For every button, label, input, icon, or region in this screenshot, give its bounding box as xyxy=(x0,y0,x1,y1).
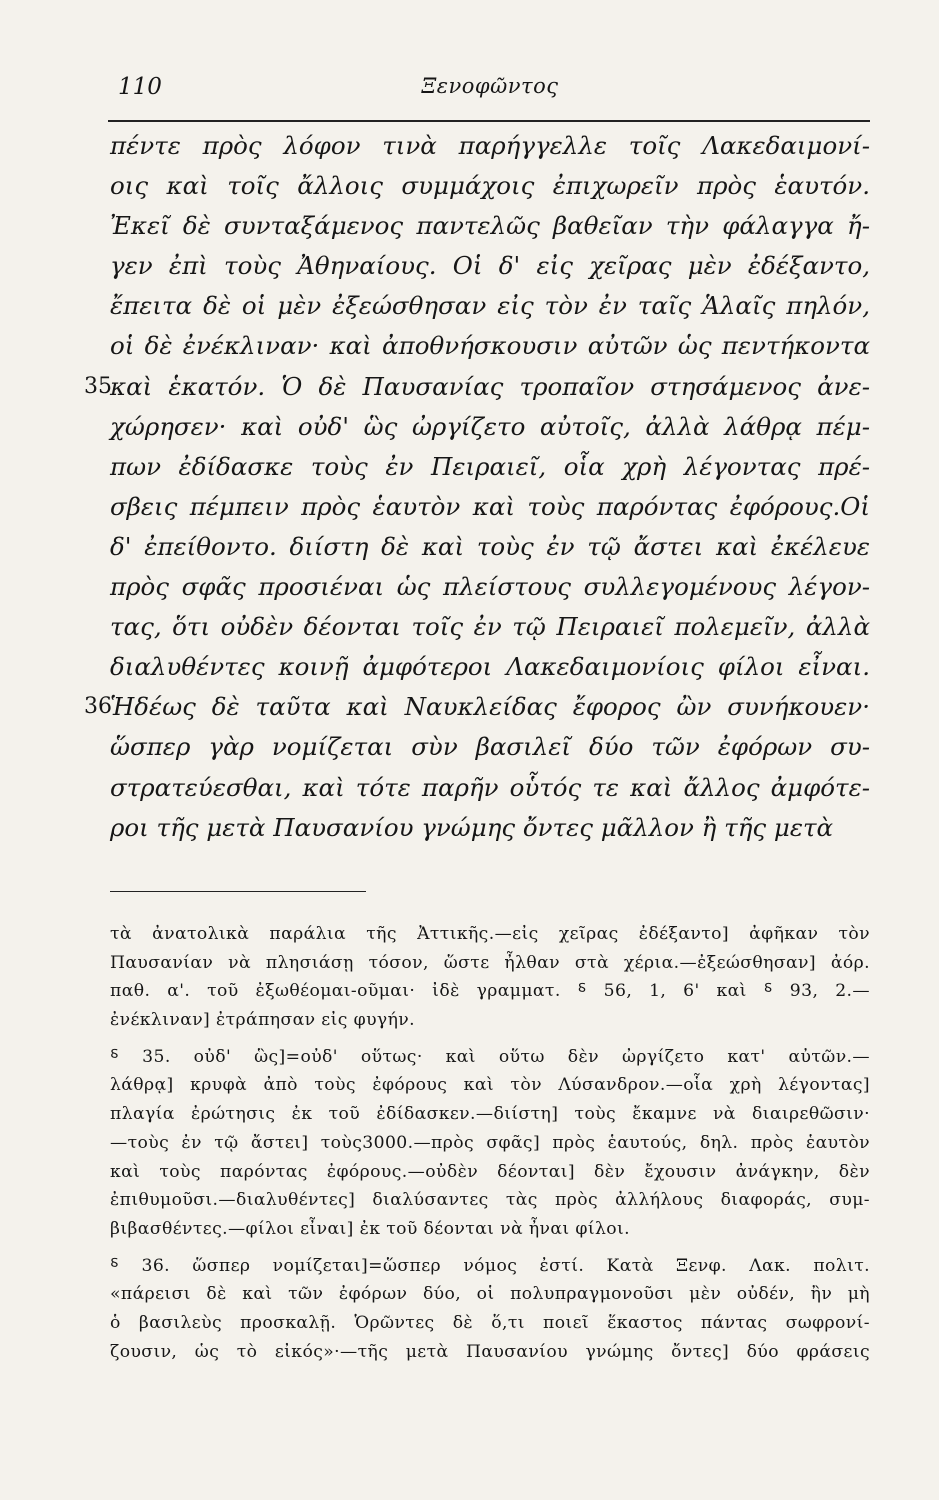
text-line: καὶ ἑκατόν. Ὁ δὲ Παυσανίας τροπαῖον στησάμενος ἀνε- xyxy=(110,371,870,401)
note-line: τὰ ἀνατολικὰ παράλια τῆς Ἀττικῆς.—εἰς χεῖρας ἐδέξαντο] ἀφῆκαν τὸν xyxy=(110,924,870,944)
text-line: ὥσπερ γὰρ νομίζεται σὺν βασιλεῖ δύο τῶν ἐφόρων συ- xyxy=(110,732,870,762)
note-line: ἐπιθυμοῦσι.—διαλυθέντες] διαλύσαντες τὰς πρὸς ἀλλήλους διαφοράς, συμ- xyxy=(110,1190,870,1211)
note-line: —τοὺς ἐν τῷ ἄστει] τοὺς3000.—πρὸς σφᾶς] πρὸς ἑαυτούς, δηλ. πρὸς ἑαυτὸν xyxy=(110,1132,870,1153)
text-line: γεν ἐπὶ τοὺς Ἀθηναίους. Οἱ δ' εἰς χεῖρας μὲν ἐδέξαντο, xyxy=(110,251,870,281)
note-line: παθ. α'. τοῦ ἐξωθέομαι-οῦμαι· ἰδὲ γραμματ. ⸹ 56, 1, 6' καὶ ⸹ 93, 2.— xyxy=(110,981,870,1002)
text-line: τας, ὅτι οὐδὲν δέονται τοῖς ἐν τῷ Πειραιεῖ πολεμεῖν, ἀλλὰ xyxy=(110,612,870,642)
text-line: Ἐκεῖ δὲ συνταξάμενος παντελῶς βαθεῖαν τὴν φάλαγγα ἤ- xyxy=(110,211,870,241)
page-number: 110 xyxy=(118,74,162,100)
note-gap xyxy=(110,1244,870,1252)
note-line: «πάρεισι δὲ καὶ τῶν ἐφόρων δύο, οἱ πολυπραγμονοῦσι μὲν οὐδέν, ἢν μὴ xyxy=(110,1284,870,1305)
note-line: Παυσανίαν νὰ πλησιάσῃ τόσον, ὥστε ἦλθαν στὰ χέρια.—ἐξεώσθησαν] ἀόρ. xyxy=(110,952,870,973)
note-line: ⸹ 35. οὐδ' ὣς]=οὐδ' οὕτως· καὶ οὕτω δὲν ὠργίζετο κατ' αὐτῶν.— xyxy=(110,1046,870,1067)
running-head: Ξενοφῶντος xyxy=(421,74,559,98)
text-line: χώρησεν· καὶ οὐδ' ὣς ὠργίζετο αὐτοῖς, ἀλλὰ λάθρᾳ πέμ- xyxy=(110,411,870,441)
numbered-line-36 xyxy=(84,687,870,727)
line-number-35: 35 xyxy=(84,373,112,399)
note-line: πλαγία ἐρώτησις ἐκ τοῦ ἐδίδασκεν.—διίστη] τοὺς ἔκαμνε νὰ διαιρεθῶσιν· xyxy=(110,1104,870,1125)
line-number-36: 36 xyxy=(84,694,112,720)
note-gap xyxy=(110,1035,870,1043)
text-line: πων ἐδίδασκε τοὺς ἐν Πειραιεῖ, οἷα χρὴ λέγοντας πρέ- xyxy=(110,451,870,481)
note-line: βιβασθέντες.—φίλοι εἶναι] ἐκ τοῦ δέονται νὰ ἦναι φίλοι. xyxy=(110,1218,631,1239)
text-line: πέντε πρὸς λόφον τινὰ παρήγγελλε τοῖς Λακεδαιμονί- xyxy=(110,131,870,160)
text-line: Ἡδέως δὲ ταῦτα καὶ Ναυκλείδας ἔφορος ὢν συνήκουεν· xyxy=(110,692,870,722)
note-line: ζουσιν, ὡς τὸ εἰκός»·—τῆς μετὰ Παυσανίου γνώμης ὄντες] δύο φράσεις xyxy=(110,1341,870,1362)
main-text xyxy=(84,126,870,848)
page-header xyxy=(110,74,870,108)
header-rule xyxy=(108,120,870,122)
text-line: ροι τῆς μετὰ Παυσανίου γνώμης ὄντες μᾶλλον ἢ τῆς μετὰ xyxy=(110,812,834,842)
text-line: οἱ δὲ ἐνέκλιναν· καὶ ἀποθνήσκουσιν αὐτῶν ὡς πεντήκοντα xyxy=(110,331,870,361)
text-line: πρὸς σφᾶς προσιέναι ὡς πλείστους συλλεγομένους λέγον- xyxy=(110,572,870,602)
footnote-rule xyxy=(110,891,366,892)
text-line: στρατεύεσθαι, καὶ τότε παρῆν οὗτός τε καὶ ἄλλος ἀμφότε- xyxy=(110,772,870,802)
note-line: ὁ βασιλεὺς προσκαλῇ. Ὁρῶντες δὲ ὅ,τι ποιεῖ ἕκαστος πάντας σωφρονί- xyxy=(110,1312,870,1333)
note-line: ⸹ 36. ὥσπερ νομίζεται]=ὥσπερ νόμος ἐστί. Κατὰ Ξενφ. Λακ. πολιτ. xyxy=(110,1255,870,1276)
footnotes xyxy=(110,920,870,1366)
note-line: καὶ τοὺς παρόντας ἐφόρους.—οὐδὲν δέονται] δὲν ἔχουσιν ἀνάγκην, δὲν xyxy=(110,1161,870,1182)
text-line: οις καὶ τοῖς ἄλλοις συμμάχοις ἐπιχωρεῖν πρὸς ἑαυτόν. xyxy=(110,171,870,201)
text-line: σβεις πέμπειν πρὸς ἑαυτὸν καὶ τοὺς παρόντας ἐφόρους.Οἱ xyxy=(110,491,870,521)
note-line: ἐνέκλιναν] ἐτράπησαν εἰς φυγήν. xyxy=(110,1010,416,1031)
numbered-line-35 xyxy=(84,367,870,407)
text-line: διαλυθέντες κοινῇ ἀμφότεροι Λακεδαιμονίοις φίλοι εἶναι. xyxy=(110,652,870,682)
note-line: λάθρᾳ] κρυφὰ ἀπὸ τοὺς ἐφόρους καὶ τὸν Λύσανδρον.—οἷα χρὴ λέγοντας] xyxy=(110,1075,870,1096)
text-line: δ' ἐπείθοντο. διίστη δὲ καὶ τοὺς ἐν τῷ ἄστει καὶ ἐκέλευε xyxy=(110,531,870,561)
text-line: ἔπειτα δὲ οἱ μὲν ἐξεώσθησαν εἰς τὸν ἐν ταῖς Ἁλαῖς πηλόν, xyxy=(110,291,870,321)
